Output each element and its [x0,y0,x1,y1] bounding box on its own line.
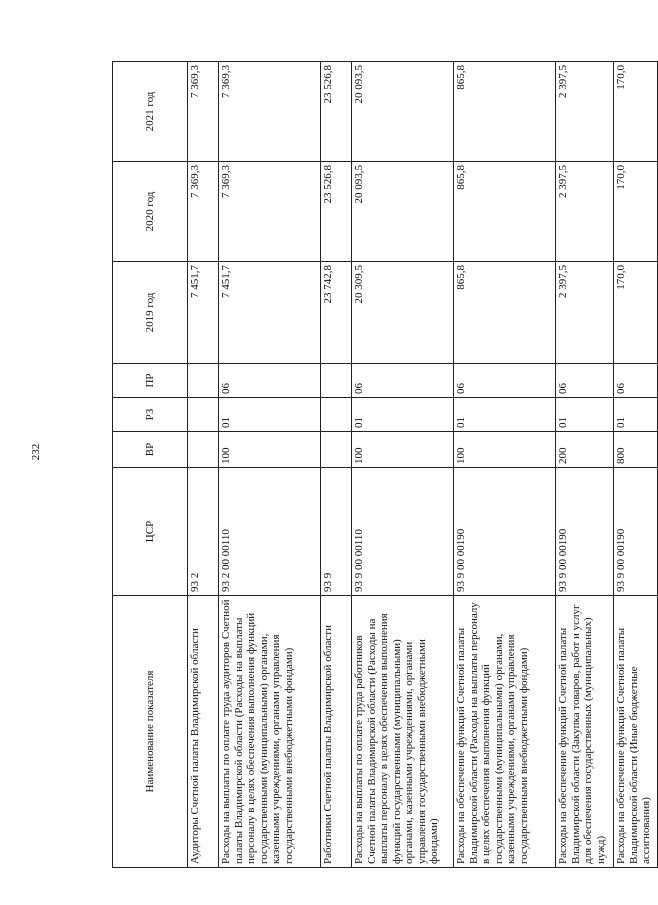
row-pr: 06 [219,364,321,398]
row-2020: 7 369,3 [219,162,321,262]
row-2019: 23 742,8 [321,262,352,364]
row-csr: 93 2 [188,468,219,596]
row-csr: 93 9 00 00190 [454,468,556,596]
row-vr: 100 [352,432,454,468]
row-2021: 20 093,5 [352,62,454,162]
row-vr: 200 [556,432,614,468]
header-rz: РЗ [113,398,188,432]
row-csr: 93 9 [321,468,352,596]
row-2020: 865,8 [454,162,556,262]
table-row [188,62,219,868]
row-name: Расходы на обеспечение функций Счетной палаты Владимирской области (Закупка товаров, работ и услуг для обеспечения государственных (муниципальных) нужд) [556,596,614,868]
rotated-table-wrapper [112,62,652,868]
row-rz [188,398,219,432]
row-csr: 93 9 00 00190 [556,468,614,596]
row-name: Расходы на выплаты по оплате труда работников Счетной палаты Владимирской области (Расходы на выплаты персоналу в целях обеспечения выполнения функций государственными (муниципальными) органами, казенными учреждениями, органами управления государственными внебюджетными фондами) [352,596,454,868]
row-rz: 01 [614,398,658,432]
row-rz [321,398,352,432]
row-rz: 01 [454,398,556,432]
row-rz: 01 [352,398,454,432]
row-2021: 23 526,8 [321,62,352,162]
header-pr: ПР [113,364,188,398]
header-2019: 2019 год [113,262,188,364]
row-name: Расходы на выплаты по оплате труда аудиторов Счетной палаты Владимирской области (Расходы на выплаты персоналу в целях обеспечения выполнения функций государственными (муниципальными) органами, казенными учреждениями, органами управления государственными внебюджетными фондами) [219,596,321,868]
row-pr: 06 [352,364,454,398]
row-2020: 20 093,5 [352,162,454,262]
row-pr: 06 [614,364,658,398]
row-2020: 2 397,5 [556,162,614,262]
row-csr: 93 9 00 00110 [352,468,454,596]
row-name: Расходы на обеспечение функций Счетной палаты Владимирской области (Иные бюджетные ассигнования) [614,596,658,868]
row-2021: 7 369,3 [188,62,219,162]
row-pr: 06 [556,364,614,398]
header-csr: ЦСР [113,468,188,596]
table-row [454,62,556,868]
row-csr: 93 9 00 00190 [614,468,658,596]
row-pr [321,364,352,398]
row-rz: 01 [219,398,321,432]
row-2019: 7 451,7 [219,262,321,364]
row-pr: 06 [454,364,556,398]
table-row [321,62,352,868]
row-2020: 170,0 [614,162,658,262]
row-2019: 2 397,5 [556,262,614,364]
row-name: Аудиторы Счетной палаты Владимирской области [188,596,219,868]
row-2021: 2 397,5 [556,62,614,162]
table-row [352,62,454,868]
row-vr [321,432,352,468]
row-vr: 100 [454,432,556,468]
row-2019: 170,0 [614,262,658,364]
table-row [614,62,658,868]
row-rz: 01 [556,398,614,432]
row-name: Работники Счетной палаты Владимирской области [321,596,352,868]
row-2020: 23 526,8 [321,162,352,262]
row-vr: 800 [614,432,658,468]
header-name: Наименование показателя [113,596,188,868]
row-2021: 170,0 [614,62,658,162]
budget-table [112,61,658,868]
header-2021: 2021 год [113,62,188,162]
row-csr: 93 2 00 00110 [219,468,321,596]
row-2019: 7 451,7 [188,262,219,364]
row-2019: 20 309,5 [352,262,454,364]
table-row [219,62,321,868]
row-vr [188,432,219,468]
header-2020: 2020 год [113,162,188,262]
row-pr [188,364,219,398]
row-2019: 865,8 [454,262,556,364]
row-2021: 7 369,3 [219,62,321,162]
header-vr: ВР [113,432,188,468]
table-header-row [113,62,188,868]
row-2021: 865,8 [454,62,556,162]
row-2020: 7 369,3 [188,162,219,262]
table-row [556,62,614,868]
row-vr: 100 [219,432,321,468]
page-number: 232 [30,443,42,461]
row-name: Расходы на обеспечение функций Счетной палаты Владимирской области (Расходы на выплаты персоналу в целях обеспечения выполнения функций государственными (муниципальными) органами, казенными учреждениями, органами управления государственными внебюджетными фондами) [454,596,556,868]
